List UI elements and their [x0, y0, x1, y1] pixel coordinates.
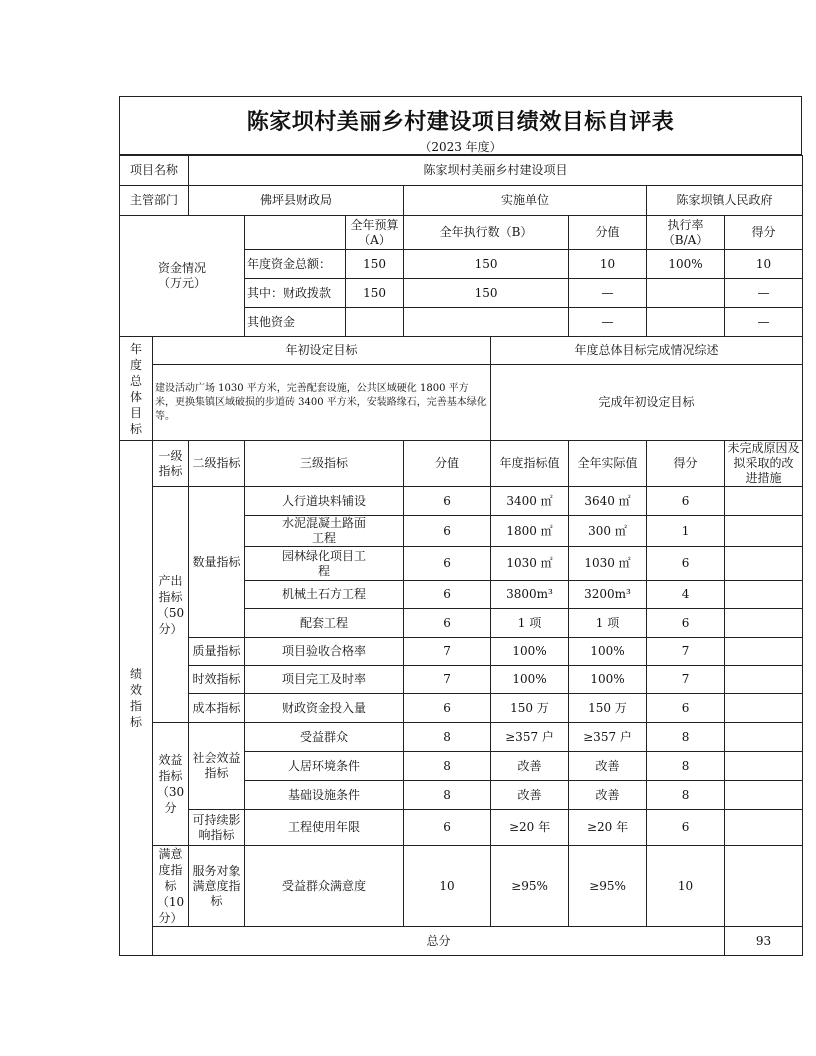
- perf-header-row: [120, 441, 803, 487]
- perf-value: 6: [404, 694, 491, 723]
- perf-row: [120, 487, 803, 516]
- funds-cell: [404, 308, 569, 337]
- perf-actual: ≥357 户: [569, 723, 647, 752]
- perf-target: ≥95%: [491, 846, 569, 927]
- perf-target: ≥20 年: [491, 810, 569, 846]
- perf-score: 8: [647, 781, 725, 810]
- perf-score: 7: [647, 638, 725, 666]
- perf-actual: 150 万: [569, 694, 647, 723]
- perf-target: ≥357 户: [491, 723, 569, 752]
- perf-reason: [725, 516, 803, 547]
- perf-header-reason: 未完成原因及拟采取的改 进措施: [725, 441, 803, 487]
- funds-header-executed: 全年执行数（B）: [404, 216, 569, 250]
- perf-actual: ≥20 年: [569, 810, 647, 846]
- perf-reason: [725, 638, 803, 666]
- annual-header-row: [120, 337, 803, 365]
- perf-reason: [725, 723, 803, 752]
- funds-cell: [647, 279, 725, 308]
- annual-summary-text: 完成年初设定目标: [491, 365, 803, 441]
- funds-cell: —: [725, 279, 803, 308]
- perf-l3: 机械土石方工程: [245, 581, 404, 609]
- project-row: [120, 156, 803, 186]
- dept-row: [120, 186, 803, 216]
- funds-cell: 100%: [647, 250, 725, 279]
- perf-score: 8: [647, 752, 725, 781]
- project-name-value: 陈家坝村美丽乡村建设项目: [189, 156, 803, 186]
- perf-score: 4: [647, 581, 725, 609]
- perf-value: 6: [404, 609, 491, 638]
- funds-header-rate: 执行率 （B/A）: [647, 216, 725, 250]
- perf-actual: 300 ㎡: [569, 516, 647, 547]
- perf-value: 6: [404, 516, 491, 547]
- perf-actual: 100%: [569, 638, 647, 666]
- quality-indicator-label: 质量指标: [189, 638, 245, 666]
- perf-l3: 园林绿化项目工 程: [245, 547, 404, 581]
- funds-cell: 150: [404, 279, 569, 308]
- perf-target: 100%: [491, 638, 569, 666]
- perf-header-l2: 二级指标: [189, 441, 245, 487]
- perf-actual: ≥95%: [569, 846, 647, 927]
- perf-l3: 工程使用年限: [245, 810, 404, 846]
- quantity-indicator-label: 数量指标: [189, 487, 245, 638]
- impl-label: 实施单位: [404, 186, 647, 216]
- perf-value: 8: [404, 781, 491, 810]
- funds-cell: [346, 308, 404, 337]
- perf-value: 6: [404, 581, 491, 609]
- annual-summary-header: 年度总体目标完成情况综述: [491, 337, 803, 365]
- funds-cell: 10: [569, 250, 647, 279]
- perf-l3: 配套工程: [245, 609, 404, 638]
- perf-reason: [725, 810, 803, 846]
- perf-reason: [725, 846, 803, 927]
- funds-cell: 年度资金总额：: [245, 250, 346, 279]
- perf-l3: 基础设施条件: [245, 781, 404, 810]
- perf-target: 3400 ㎡: [491, 487, 569, 516]
- perf-score: 10: [647, 846, 725, 927]
- perf-actual: 3200m³: [569, 581, 647, 609]
- project-name-label: 项目名称: [120, 156, 189, 186]
- annual-content-row: [120, 365, 803, 441]
- perf-actual: 1030 ㎡: [569, 547, 647, 581]
- perf-target: 1030 ㎡: [491, 547, 569, 581]
- funds-cell: 10: [725, 250, 803, 279]
- perf-score: 6: [647, 609, 725, 638]
- satisfaction-indicator-label: 满意 度指 标（10 分）: [153, 846, 189, 927]
- perf-l3: 人行道块料铺设: [245, 487, 404, 516]
- perf-reason: [725, 781, 803, 810]
- perf-l3: 项目完工及时率: [245, 666, 404, 694]
- perf-reason: [725, 581, 803, 609]
- perf-row: [120, 638, 803, 666]
- perf-score: 6: [647, 810, 725, 846]
- perf-score: 6: [647, 694, 725, 723]
- funds-header-blank: [245, 216, 346, 250]
- perf-reason: [725, 487, 803, 516]
- funds-cell: 150: [346, 279, 404, 308]
- perf-actual: 改善: [569, 752, 647, 781]
- total-label: 总分: [153, 927, 725, 956]
- perf-actual: 1 项: [569, 609, 647, 638]
- perf-row: [120, 846, 803, 927]
- funds-label: 资金情况 （万元）: [120, 216, 245, 337]
- perf-target: 1 项: [491, 609, 569, 638]
- annual-target-header: 年初设定目标: [153, 337, 491, 365]
- perf-header-l3: 三级指标: [245, 441, 404, 487]
- total-value: 93: [725, 927, 803, 956]
- perf-target: 100%: [491, 666, 569, 694]
- perf-header-value: 分值: [404, 441, 491, 487]
- funds-cell: 150: [346, 250, 404, 279]
- funds-cell: 其他资金: [245, 308, 346, 337]
- funds-cell: 150: [404, 250, 569, 279]
- title-box: [119, 96, 802, 155]
- perf-score: 8: [647, 723, 725, 752]
- perf-header-actual: 全年实际值: [569, 441, 647, 487]
- dept-label: 主管部门: [120, 186, 189, 216]
- perf-header-score: 得分: [647, 441, 725, 487]
- perf-target: 改善: [491, 752, 569, 781]
- service-indicator-label: 服务对象 满意度指 标: [189, 846, 245, 927]
- perf-target: 150 万: [491, 694, 569, 723]
- perf-row: [120, 810, 803, 846]
- funds-cell: —: [569, 308, 647, 337]
- perf-reason: [725, 547, 803, 581]
- perf-actual: 100%: [569, 666, 647, 694]
- perf-value: 6: [404, 810, 491, 846]
- page-title: 陈家坝村美丽乡村建设项目绩效目标自评表: [246, 110, 675, 135]
- perf-score: 6: [647, 547, 725, 581]
- annual-label: 年 度 总 体 目 标: [120, 337, 153, 441]
- perf-value: 6: [404, 547, 491, 581]
- perf-score: 6: [647, 487, 725, 516]
- perf-header-l1: 一级 指标: [153, 441, 189, 487]
- perf-row: [120, 694, 803, 723]
- perf-score: 7: [647, 666, 725, 694]
- funds-cell: 其中：财政拨款: [245, 279, 346, 308]
- total-row: [120, 927, 803, 956]
- perf-value: 6: [404, 487, 491, 516]
- perf-reason: [725, 666, 803, 694]
- perf-value: 8: [404, 752, 491, 781]
- perf-reason: [725, 694, 803, 723]
- perf-value: 10: [404, 846, 491, 927]
- perf-target: 1800 ㎡: [491, 516, 569, 547]
- funds-header-budget: 全年预算 （A）: [346, 216, 404, 250]
- funds-header-row: [120, 216, 803, 250]
- perf-reason: [725, 752, 803, 781]
- dept-value: 佛坪县财政局: [189, 186, 404, 216]
- perf-value: 8: [404, 723, 491, 752]
- perf-target: 改善: [491, 781, 569, 810]
- perf-actual: 改善: [569, 781, 647, 810]
- perf-l3: 人居环境条件: [245, 752, 404, 781]
- perf-value: 7: [404, 666, 491, 694]
- perf-header-target: 年度指标值: [491, 441, 569, 487]
- funds-header-score: 得分: [725, 216, 803, 250]
- annual-target-text: 建设活动广场 1030 平方米，完善配套设施，公共区域硬化 1800 平方米，更换集镇区域破损的步道砖 3400 平方米，安装路缘石，完善基本绿化等。: [153, 365, 491, 441]
- perf-l3: 水泥混凝土路面 工程: [245, 516, 404, 547]
- perf-reason: [725, 609, 803, 638]
- perf-row: [120, 666, 803, 694]
- perf-target: 3800m³: [491, 581, 569, 609]
- timeliness-indicator-label: 时效指标: [189, 666, 245, 694]
- perf-l3: 财政资金投入量: [245, 694, 404, 723]
- perf-value: 7: [404, 638, 491, 666]
- impl-value: 陈家坝镇人民政府: [647, 186, 803, 216]
- perf-row: [120, 723, 803, 752]
- evaluation-table: [119, 155, 803, 956]
- perf-l3: 受益群众: [245, 723, 404, 752]
- social-indicator-label: 社会效益 指标: [189, 723, 245, 810]
- funds-header-score-value: 分值: [569, 216, 647, 250]
- perf-score: 1: [647, 516, 725, 547]
- perf-actual: 3640 ㎡: [569, 487, 647, 516]
- perf-label: 绩 效 指 标: [120, 441, 153, 956]
- output-indicator-label: 产出 指标 （50 分）: [153, 487, 189, 723]
- cost-indicator-label: 成本指标: [189, 694, 245, 723]
- perf-l3: 受益群众满意度: [245, 846, 404, 927]
- funds-cell: [647, 308, 725, 337]
- funds-cell: —: [569, 279, 647, 308]
- benefit-indicator-label: 效益 指标 （30 分: [153, 723, 189, 846]
- page-subtitle: （2023 年度）: [419, 140, 502, 154]
- perf-l3: 项目验收合格率: [245, 638, 404, 666]
- funds-cell: —: [725, 308, 803, 337]
- sustain-indicator-label: 可持续影 响指标: [189, 810, 245, 846]
